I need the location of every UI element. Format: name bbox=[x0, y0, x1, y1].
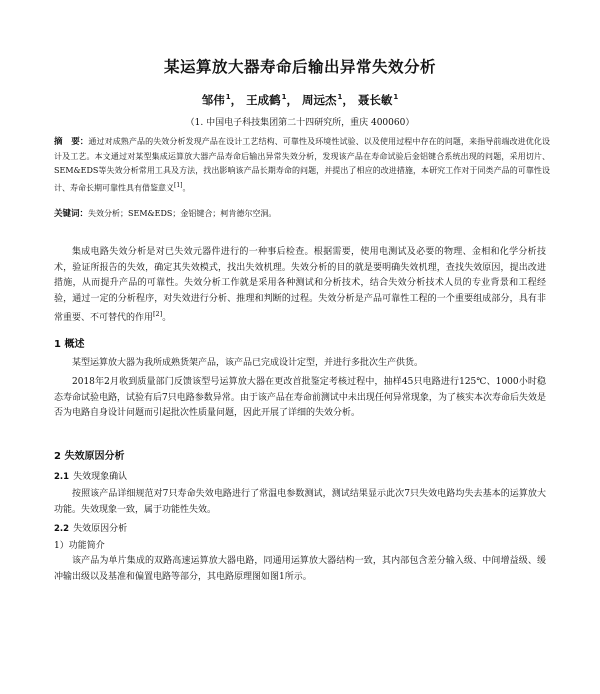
citation-ref: [2] bbox=[153, 310, 163, 318]
author-affil-mark: 1 bbox=[281, 93, 287, 102]
body-paragraph: 按照该产品详细规范对7只寿命失效电路进行了常温电参数测试，测试结果显示此次7只失效电路均失去基本的运算放大功能。失效现象一致，属于功能性失效。 bbox=[54, 489, 546, 515]
section-heading: 1 概述 bbox=[54, 339, 85, 350]
abstract-label: 摘 要： bbox=[54, 137, 89, 147]
intro-text: 集成电路失效分析是对已失效元器件进行的一种事后检查。根据需要，使用电测试及必要的物理、金相和化学分析技术，验证所报告的失效，确定其失效模式，找出失效机理。失效分析的目的就是要明确失效机理，查找失效原因，提出改进措施，从而提升产品的可靠性。失效分析工作就是采用各种测试和分析技术，结合失效分析技术人员的专业背景和工程经验，通过一定的分析程序，对失效进行分析、推理和判断的过程。失效分析是产品可靠性工程的一个重要组成部分，具有非常重要、不可替代的作用 bbox=[54, 247, 546, 323]
author-separator: ， bbox=[230, 93, 243, 107]
list-item-heading: 1）功能简介 bbox=[54, 541, 105, 551]
subsection-number: 2.1 bbox=[54, 472, 70, 482]
author-affil-mark: 1 bbox=[393, 93, 399, 102]
keywords-text: 失效分析；SEM&EDS；金铝键合；柯肯德尔空洞。 bbox=[88, 209, 277, 218]
body-paragraph: 2018年2月收到质量部门反馈该型号运算放大器在更改首批鉴定考核过程中，抽样45只电路进行125℃、1000小时稳态寿命试验电路，试验有后7只电路参数异常。由于该产品在寿命前测试中未出现任何异常现象，为了核实本次寿命后失效是否为电路自身设计问题而引起批次性质量问题，因此开展了详细的失效分析。 bbox=[54, 377, 546, 418]
author-name: 聂长敏 bbox=[357, 93, 393, 107]
author-name: 王成鹤 bbox=[246, 93, 281, 107]
abstract-text: 通过对成熟产品的失效分析发现产品在设计工艺结构、可靠性及环境性试验、以及使用过程中存在的问题，来指导前端改进优化设计及工艺。本文通过对某型集成运算放大器产品寿命后输出异常失效分析，发现该产品在寿命试验后金铝键合系统出现的问题，采用切片、SEM&EDS等失效分析常用工具及方法，找出影响该产品长期寿命的问题，并提出了相应的改进措施，本研究工作对于同类产品的可靠性设计、寿命长期可靠性具有借鉴意义 bbox=[54, 137, 550, 193]
author-list bbox=[0, 92, 600, 108]
intro-paragraph bbox=[54, 245, 546, 327]
author-name: 周远杰 bbox=[302, 93, 337, 107]
affiliation: （1. 中国电子科技集团第二十四研究所，重庆 400060） bbox=[185, 118, 415, 128]
section-heading: 2 失效原因分析 bbox=[54, 451, 125, 462]
author-name: 邹伟 bbox=[201, 93, 225, 107]
abstract bbox=[54, 135, 550, 196]
body-paragraph: 该产品为单片集成的双路高速运算放大器电路，同通用运算放大器结构一致，其内部包含差分输入级、中间增益级、缓冲输出级以及基准和偏置电路等部分，其电路原理图如图1所示。 bbox=[54, 556, 546, 582]
author-separator: ， bbox=[286, 93, 298, 107]
subsection-title: 失效原因分析 bbox=[73, 524, 128, 534]
subsection-number: 2.2 bbox=[54, 524, 70, 534]
paper-title: 某运算放大器寿命后输出异常失效分析 bbox=[163, 58, 436, 76]
subsection-title: 失效现象确认 bbox=[73, 472, 128, 482]
author-separator: ， bbox=[342, 93, 354, 107]
author-affil-mark: 1 bbox=[337, 93, 343, 102]
abstract-end: 。 bbox=[182, 183, 191, 193]
author-affil-mark: 1 bbox=[225, 93, 231, 102]
subsection-heading bbox=[54, 521, 127, 534]
citation-ref: [1] bbox=[174, 181, 183, 189]
keywords-label: 关键词： bbox=[54, 209, 89, 219]
keywords bbox=[54, 207, 550, 221]
body-paragraph: 某型运算放大器为我所成熟货架产品，该产品已完成设计定型，并进行多批次生产供货。 bbox=[72, 358, 424, 368]
intro-end: 。 bbox=[162, 313, 172, 323]
subsection-heading bbox=[54, 469, 127, 482]
